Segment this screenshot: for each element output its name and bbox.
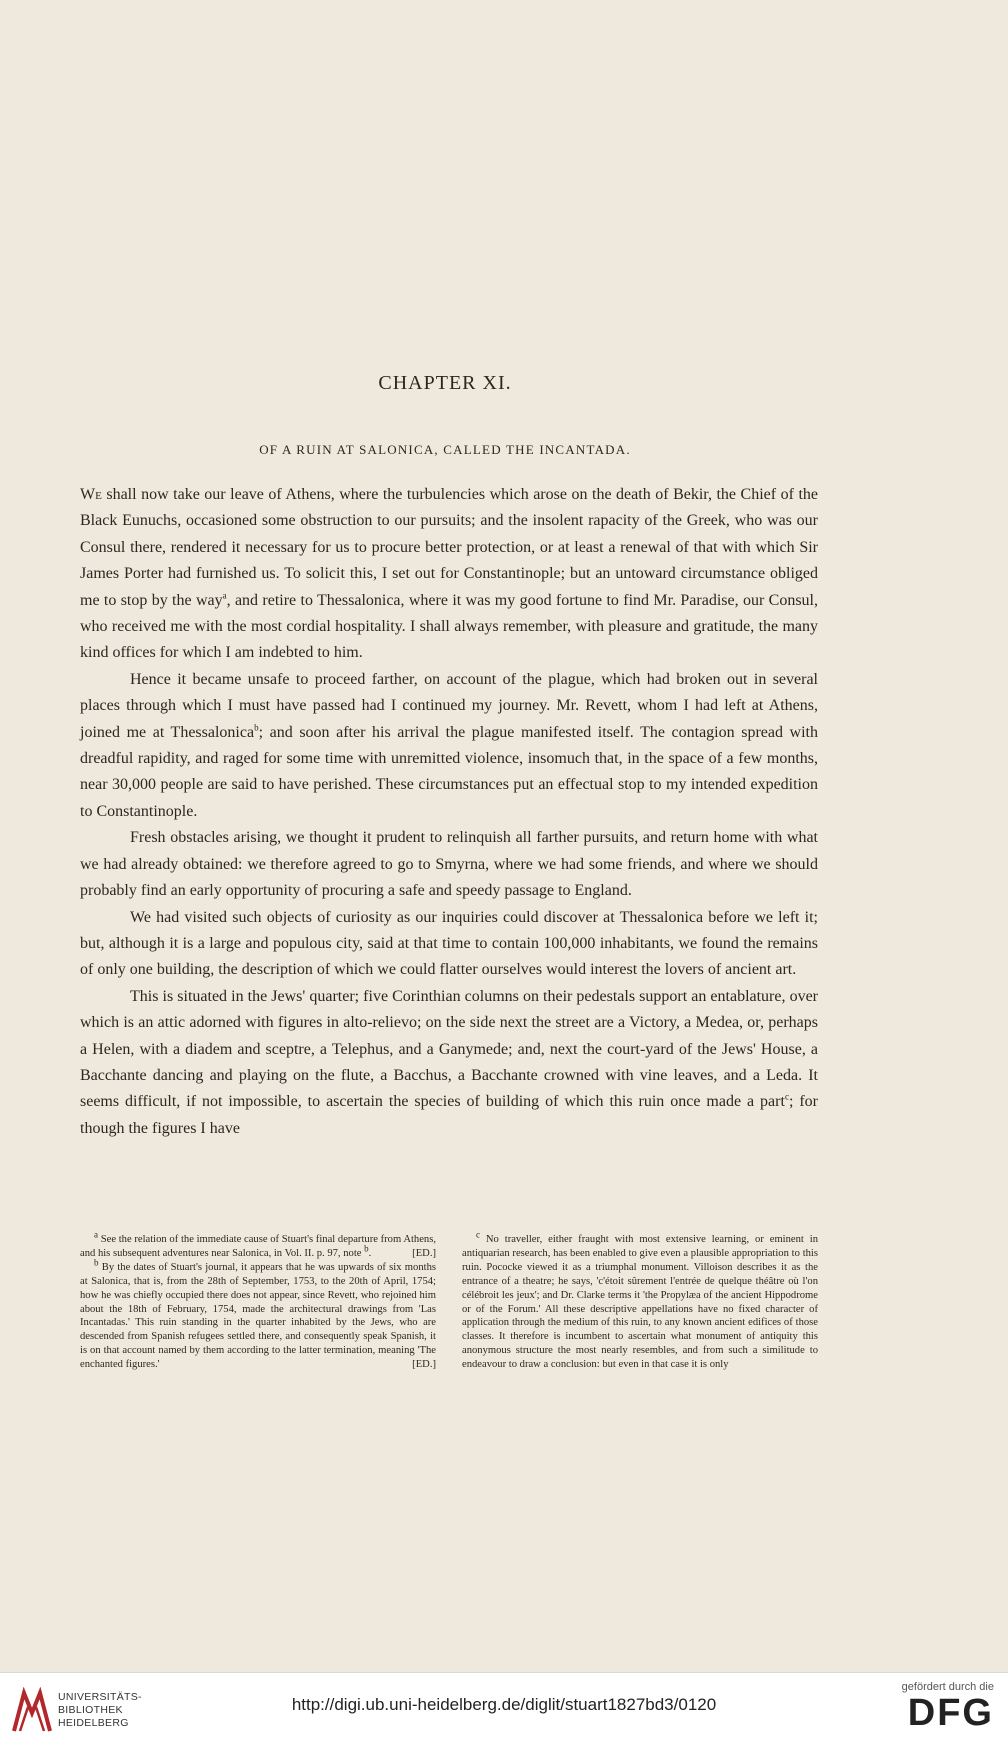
chapter-title: CHAPTER XI. (378, 372, 512, 394)
footnote-ref: b (254, 722, 259, 733)
footnotes (80, 1229, 819, 1372)
editor-mark: [ED.] (412, 1247, 436, 1259)
paragraph-1: We shall now take our leave of Athens, where the turbulencies which arose on the death of Bekir, the Chief of the Black Eunuchs, occasioned some obstruction to our pursuits; and the insolent rapacity of the Greek, who was our Consul there, rendered it necessary for us to procure better protection, or at least a renewal of that with which Sir James Porter had furnished us. To solicit this, I set out for Constantinople; but an untoward circumstance obliged me to stop by the way$^a$, and retire to Thessalonica, where it was my good fortune to find Mr. Paradise, our Consul, who received me with the most cordial hospitality. I shall always remember, with pleasure and gratitude, the many kind offices for which I am indebted to him. (80, 486, 819, 662)
footnote-column-left (80, 1229, 437, 1372)
university-name: UNIVERSITÄTS- BIBLIOTHEK HEIDELBERG (58, 1691, 142, 1729)
paragraph-5: This is situated in the Jews' quarter; five Corinthian columns on their pedestals support an entablature, over which is an attic adorned with figures in alto-relievo; on the side next the street are a Victory, a Medea, or, perhaps a Helen, with a diadem and sceptre, a Telephus, and a Ganymede; and, next the court-yard of the Jews' House, a Bacchante dancing and playing on the flute, a Bacchus, a Bacchante crowned with vine leaves, and a Leda. It seems difficult, if not impossible, to ascertain the species of building of which this ruin once made a part$^c$; for though the figures I have (80, 987, 818, 1137)
footnote-c: $^c$ No traveller, either fraught with most extensive learning, or eminent in antiquarian research, has been enabled to give even a plausible appropriation to this ruin. Pococke viewed it as a triumphal monument. Villoison describes it as the entrance of a theatre; he says, 'c'étoit sûrement l'entrée de quelque théâtre où l'on célébroit les jeux'; and Dr. Clarke terms it 'the Propylæa of the ancient Hippodrome or of the Forum.' All these descriptive appellations have no fixed character of application through the medium of this ruin, to any known ancient edifices of those classes. It therefore is incumbent to ascertain what monument of antiquity this anonymous structure the most nearly resembles, and from such a similitude to endeavour to draw a conclusion: but even in that case it is only (462, 1229, 819, 1371)
footnote-ref: a (222, 590, 227, 601)
footnote-column-right (462, 1229, 819, 1372)
footnote-b: $^b$ By the dates of Stuart's journal, it appears that he was upwards of six months at Salonica, that is, from the 28th of September, 1753, to the 20th of April, 1754; how he was chiefly occupied there does not appear, since Revett, who rejoined him about the 18th of February, 1754, made the architectural drawings from 'Las Incantadas.' This ruin standing in the quarter inhabited by the Jews, who are descended from Spanish refugees settled there, and consequently speak Spanish, it is on that account named by them according to the latter termination, meaning 'The enchanted figures.' [ED.] (80, 1257, 436, 1371)
editor-mark: [ED.] (412, 1359, 436, 1371)
funder-block (902, 1681, 994, 1733)
paragraph-2: Hence it became unsafe to proceed farther, on account of the plague, which had broken out in several places through which I must have passed had I continued my journey. Mr. Revett, whom I had left at Athens, joined me at Thessalonica$^b$; and soon after his arrival the plague manifested itself. The contagion spread with dreadful rapidity, and raged for some time with unremitted violence, insomuch that, in the space of a few months, near 30,000 people are said to have perished. These circumstances put an effectual stop to my intended expedition to Constantinople. (80, 670, 819, 820)
footnote-ref: c (784, 1092, 789, 1103)
funder-text: gefördert durch die (901, 1681, 994, 1693)
dfg-logo: DFG (907, 1692, 994, 1734)
lead-word: We (80, 486, 102, 503)
paragraph-4: We had visited such objects of curiosity as our inquiries could discover at Thessalonica before we left it; but, although it is a large and populous city, said at that time to contain 100,000 inhabitants, we found the remains of only one building, the description of which we could flatter ourselves would interest the lovers of ancient art. (80, 908, 818, 979)
section-title: OF A RUIN AT SALONICA, CALLED THE INCANTADA. (259, 442, 631, 457)
paragraph-3: Fresh obstacles arising, we thought it prudent to relinquish all farther pursuits, and return home with what we had already obtained: we therefore agreed to go to Smyrna, where we had some friends, and where we should probably find an early opportunity of procuring a safe and speedy passage to England. (80, 829, 818, 900)
page-url[interactable]: http://digi.ub.uni-heidelberg.de/diglit/stuart1827bd3/0120 (291, 1695, 717, 1714)
footnote-a: $^a$ See the relation of the immediate cause of Stuart's final departure from Athens, and his subsequent adventures near Salonica, in Vol. II. p. 97, note $^b$. [ED.] (80, 1229, 437, 1259)
body-text (80, 482, 818, 1142)
library-footer (0, 1672, 1008, 1746)
